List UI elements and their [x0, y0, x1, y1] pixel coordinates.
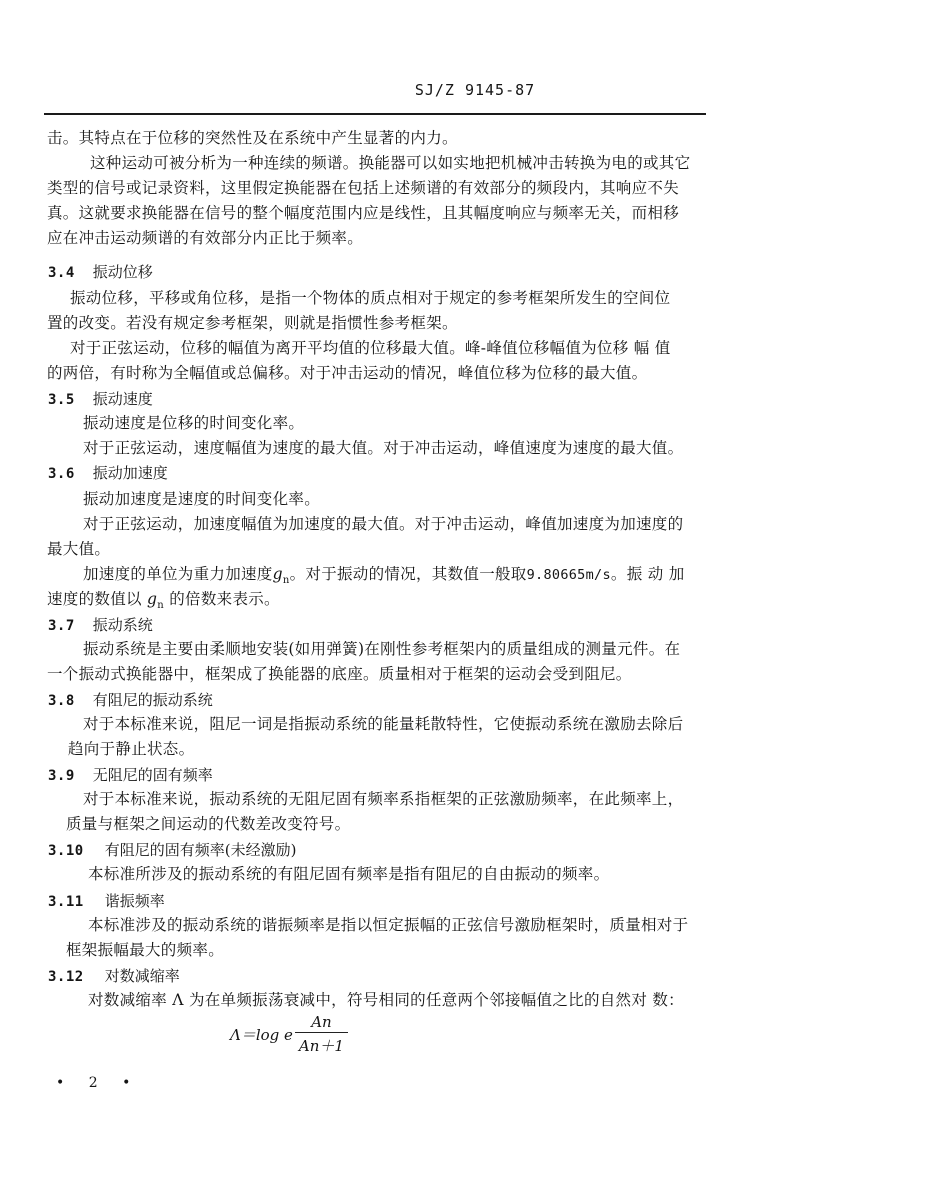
- text-run: 。对于振动的情况，其数值一般取: [289, 565, 527, 583]
- gn-symbol-g: g: [272, 565, 283, 583]
- section-title: 谐振频率: [104, 892, 165, 910]
- paragraph-line: 最大值。: [47, 540, 111, 558]
- section-heading: [48, 392, 153, 407]
- paragraph-line: 应在冲击运动频谱的有效部分内正比于频率。: [47, 229, 364, 247]
- paragraph-line: 趋向于静止状态。: [68, 740, 195, 758]
- paragraph-line: 置的改变。若没有规定参考框架，则就是指惯性参考框架。: [47, 314, 458, 332]
- formula-lhs: Λ＝log e: [230, 1026, 293, 1044]
- paragraph-line: 振动系统是主要由柔顺地安装(如用弹簧)在刚性参考框架内的质量组成的测量元件。在: [83, 640, 681, 658]
- paragraph-line: 对数减缩率 Λ 为在单频振荡衰减中，符号相同的任意两个邻接幅值之比的自然对 数：: [88, 991, 684, 1009]
- section-number: 3.8: [48, 693, 75, 709]
- section-number: 3.10: [48, 843, 84, 859]
- section-number: 3.12: [48, 969, 84, 985]
- section-title: 有阻尼的固有频率(未经激励): [104, 841, 297, 859]
- text-run: 。振 动 加: [610, 565, 685, 583]
- section-heading: [48, 618, 153, 633]
- formula-numerator: An: [311, 1013, 332, 1031]
- section-number: 3.11: [48, 894, 84, 910]
- section-number: 3.5: [48, 392, 75, 408]
- paragraph-line: 真。这就要求换能器在信号的整个幅度范围内应是线性，且其幅度响应与频率无关，而相移: [47, 204, 680, 222]
- section-number: 3.9: [48, 768, 75, 784]
- paragraph-line: 对于正弦运动，加速度幅值为加速度的最大值。对于冲击运动，峰值加速度为加速度的: [83, 515, 684, 533]
- paragraph-line: 振动加速度是速度的时间变化率。: [83, 490, 321, 508]
- paragraph-line: 这种运动可被分析为一种连续的频谱。换能器可以如实地把机械冲击转换为电的或其它: [90, 154, 691, 172]
- section-heading: [48, 693, 213, 708]
- text-run: 的倍数来表示。: [164, 590, 280, 608]
- text-run: 速度的数值以: [47, 590, 148, 608]
- section-heading: [48, 969, 180, 984]
- gn-symbol-g: g: [147, 590, 158, 608]
- section-heading: [48, 265, 153, 280]
- header-rule: [44, 113, 706, 115]
- section-number: 3.7: [48, 618, 75, 634]
- section-title: 振动系统: [92, 616, 153, 634]
- text-run: 加速度的单位为重力加速度: [83, 565, 273, 583]
- paragraph-line: 一个振动式换能器中，框架成了换能器的底座。质量相对于框架的运动会受到阻尼。: [47, 665, 632, 683]
- section-title: 振动位移: [92, 263, 153, 281]
- paragraph-line: 对于正弦运动，速度幅值为速度的最大值。对于冲击运动，峰值速度为速度的最大值。: [83, 439, 684, 457]
- paragraph-line: 本标准所涉及的振动系统的有阻尼固有频率是指有阻尼的自由振动的频率。: [88, 865, 610, 883]
- paragraph-line: 对于正弦运动，位移的幅值为离开平均值的位移最大值。峰-峰值位移幅值为位移 幅 值: [70, 339, 671, 357]
- document-code-header: SJ/Z 9145-87: [414, 81, 536, 99]
- paragraph-line: 振动速度是位移的时间变化率。: [83, 414, 305, 432]
- paragraph-line: 本标准涉及的振动系统的谐振频率是指以恒定振幅的正弦信号激励框架时，质量相对于: [88, 916, 689, 934]
- section-heading: [48, 843, 297, 858]
- paragraph-line: [83, 567, 685, 586]
- paragraph-line: [47, 592, 280, 611]
- section-title: 振动速度: [92, 390, 153, 408]
- section-heading: [48, 768, 213, 783]
- log-decrement-formula: [230, 1013, 348, 1056]
- formula-fraction: [295, 1013, 348, 1056]
- paragraph-line: 质量与框架之间运动的代数差改变符号。: [66, 815, 351, 833]
- section-title: 无阻尼的固有频率: [92, 766, 213, 784]
- formula-denominator: An＋1: [295, 1032, 348, 1056]
- paragraph-line: 的两倍，有时称为全幅值或总偏移。对于冲击运动的情况，峰值位移为位移的最大值。: [47, 364, 648, 382]
- section-title: 对数减缩率: [104, 967, 180, 985]
- section-number: 3.6: [48, 466, 75, 482]
- paragraph-line: 类型的信号或记录资料，这里假定换能器在包括上述频谱的有效部分的频段内，其响应不失: [47, 179, 680, 197]
- section-title: 有阻尼的振动系统: [92, 691, 213, 709]
- gn-value: 9.80665m/s: [526, 567, 611, 583]
- section-heading: [48, 466, 168, 481]
- paragraph-line: 对于本标准来说，振动系统的无阻尼固有频率系指框架的正弦激励频率，在此频率上，: [83, 790, 684, 808]
- paragraph-line: 对于本标准来说，阻尼一词是指振动系统的能量耗散特性，它使振动系统在激励去除后: [83, 715, 684, 733]
- page-number: • 2 •: [56, 1075, 141, 1091]
- gn-symbol-n: n: [282, 575, 290, 587]
- paragraph-line: 框架振幅最大的频率。: [66, 941, 225, 959]
- paragraph-line: 振动位移，平移或角位移，是指一个物体的质点相对于规定的参考框架所发生的空间位: [70, 289, 671, 307]
- section-number: 3.4: [48, 265, 75, 281]
- paragraph-line: 击。其特点在于位移的突然性及在系统中产生显著的内力。: [47, 129, 458, 147]
- section-title: 振动加速度: [92, 464, 168, 482]
- section-heading: [48, 894, 165, 909]
- gn-symbol-n: n: [157, 600, 165, 612]
